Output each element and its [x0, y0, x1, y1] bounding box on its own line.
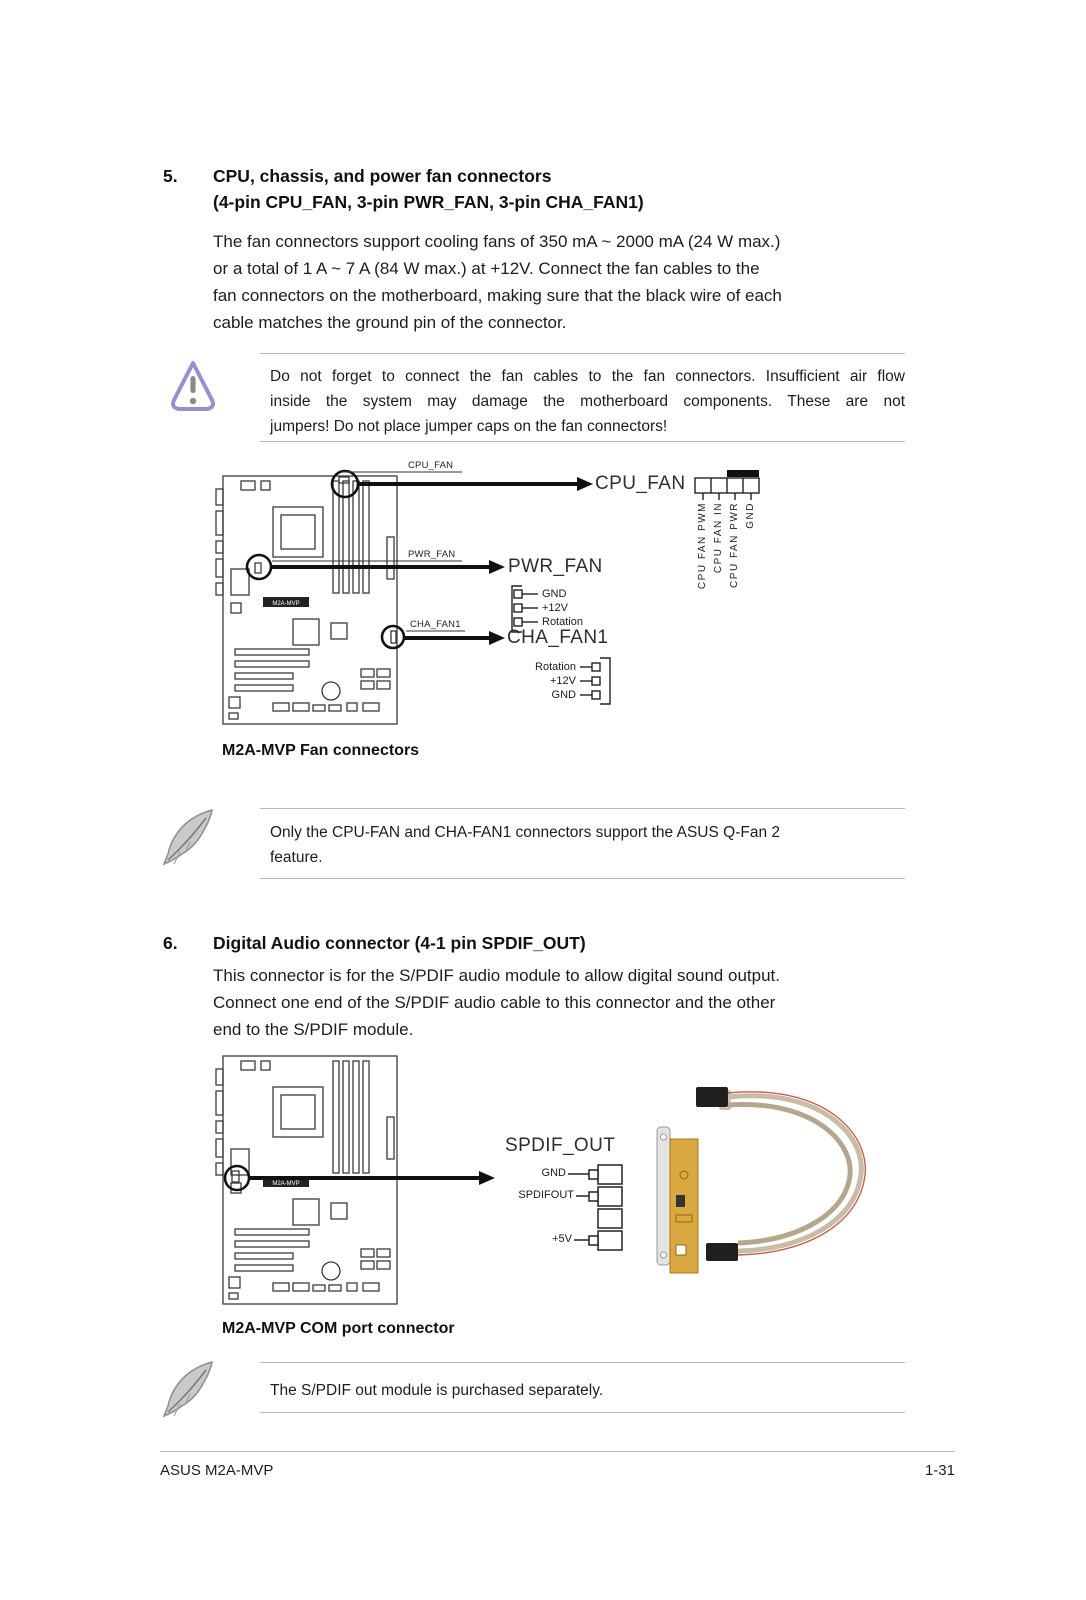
- body-line: cable matches the ground pin of the connector.: [213, 313, 567, 332]
- cpu-fan-pin-label: CPU FAN IN: [713, 502, 724, 574]
- spdif-label: SPDIF_OUT: [505, 1135, 616, 1156]
- section5-body: [213, 228, 923, 336]
- warning-text: [270, 364, 905, 439]
- section5-title-line2: (4-pin CPU_FAN, 3-pin PWR_FAN, 3-pin CHA_FAN1): [213, 192, 644, 212]
- cha-fan1-circle: [382, 626, 404, 648]
- warning-line: Do not forget to connect the fan cables to the fan connectors. Insufficient air flow: [270, 368, 905, 385]
- pwr-fan-callout: PWR_FAN: [408, 549, 456, 560]
- footer-rule: [160, 1451, 955, 1452]
- cha-fan1-callout: CHA_FAN1: [410, 619, 461, 630]
- cha-fan1-pin-label: +12V: [550, 675, 576, 687]
- pwr-fan-pin-label: Rotation: [542, 616, 583, 628]
- note-line: Only the CPU-FAN and CHA-FAN1 connectors support the ASUS Q-Fan 2: [270, 824, 780, 841]
- divider: [260, 441, 905, 442]
- cpu-fan-header-art: [695, 478, 759, 500]
- divider: [260, 353, 905, 354]
- note-text: [270, 1378, 910, 1403]
- body-line: The fan connectors support cooling fans of 350 mA ~ 2000 mA (24 W max.): [213, 232, 781, 251]
- spdif-diagram: [160, 1045, 950, 1320]
- footer-page-number: 1-31: [924, 1462, 955, 1479]
- spdif-diagram-overlay: [160, 1045, 950, 1320]
- cpu-fan-label: CPU_FAN: [595, 473, 686, 494]
- section6-body: [213, 962, 923, 1043]
- spdif-diagram-caption: M2A-MVP COM port connector: [222, 1320, 455, 1337]
- cpu-fan-callout: CPU_FAN: [408, 460, 454, 471]
- section6-number: 6.: [163, 933, 178, 953]
- divider: [260, 808, 905, 809]
- spdif-module-art: [657, 1087, 865, 1273]
- section6-title: Digital Audio connector (4-1 pin SPDIF_OUT): [213, 933, 586, 953]
- pwr-fan-circle: [247, 555, 271, 579]
- body-line: This connector is for the S/PDIF audio module to allow digital sound output.: [213, 966, 780, 985]
- pwr-fan-pin-art: [512, 586, 538, 632]
- cpu-fan-pin-label: CPU FAN PWR: [729, 502, 740, 588]
- section5-title-line1: CPU, chassis, and power fan connectors: [213, 166, 552, 186]
- cha-fan1-pin-label: Rotation: [535, 661, 576, 673]
- spdif-pin-art: [568, 1165, 622, 1250]
- pwr-fan-pin-label: GND: [542, 588, 567, 600]
- pwr-fan-arrow: [272, 560, 505, 574]
- cpu-fan-pin-label: GND: [745, 502, 756, 529]
- body-line: or a total of 1 A ~ 7 A (84 W max.) at +12V. Connect the fan cables to the: [213, 259, 760, 278]
- cha-fan1-arrow: [405, 631, 505, 645]
- warning-line: jumpers! Do not place jumper caps on the fan connectors!: [270, 418, 668, 435]
- spdif-circle: [225, 1166, 249, 1190]
- footer-left: ASUS M2A-MVP: [160, 1462, 274, 1479]
- fan-diagram-caption: M2A-MVP Fan connectors: [222, 742, 420, 759]
- body-line: Connect one end of the S/PDIF audio cable to this connector and the other: [213, 993, 776, 1012]
- note-line: The S/PDIF out module is purchased separately.: [270, 1382, 604, 1399]
- board-label: M2A-MVP: [272, 601, 300, 607]
- pwr-fan-label: PWR_FAN: [508, 556, 603, 577]
- cpu-fan-arrow: [358, 477, 593, 491]
- divider: [260, 878, 905, 879]
- cha-fan1-pin-art: [580, 658, 610, 704]
- spdif-pin-label: SPDIFOUT: [518, 1189, 574, 1201]
- spdif-pin-label: +5V: [552, 1233, 572, 1245]
- cha-fan1-label: CHA_FAN1: [507, 627, 609, 648]
- spdif-arrow: [250, 1171, 495, 1185]
- note-line: feature.: [270, 849, 323, 866]
- section5-title: [213, 163, 644, 215]
- body-line: end to the S/PDIF module.: [213, 1020, 414, 1039]
- warning-icon: [167, 357, 219, 422]
- divider: [260, 1412, 905, 1413]
- note-text: [270, 820, 910, 870]
- body-line: fan connectors on the motherboard, making sure that the black wire of each: [213, 286, 782, 305]
- divider: [260, 1362, 905, 1363]
- section5-number: 5.: [163, 166, 178, 186]
- cpu-fan-circle: [332, 471, 358, 497]
- note-icon: [160, 1358, 218, 1425]
- footer: [160, 1462, 955, 1479]
- cha-fan1-pin-label: GND: [551, 689, 576, 701]
- cpu-fan-pin-label: CPU FAN PWM: [697, 502, 708, 590]
- board-label: M2A-MVP: [272, 1181, 300, 1187]
- pwr-fan-pin-label: +12V: [542, 602, 568, 614]
- fan-connectors-diagram: [160, 458, 950, 758]
- spdif-pin-label: GND: [541, 1167, 566, 1179]
- warning-line: inside the system may damage the motherboard components. These are not: [270, 393, 905, 410]
- note-icon: [160, 806, 218, 873]
